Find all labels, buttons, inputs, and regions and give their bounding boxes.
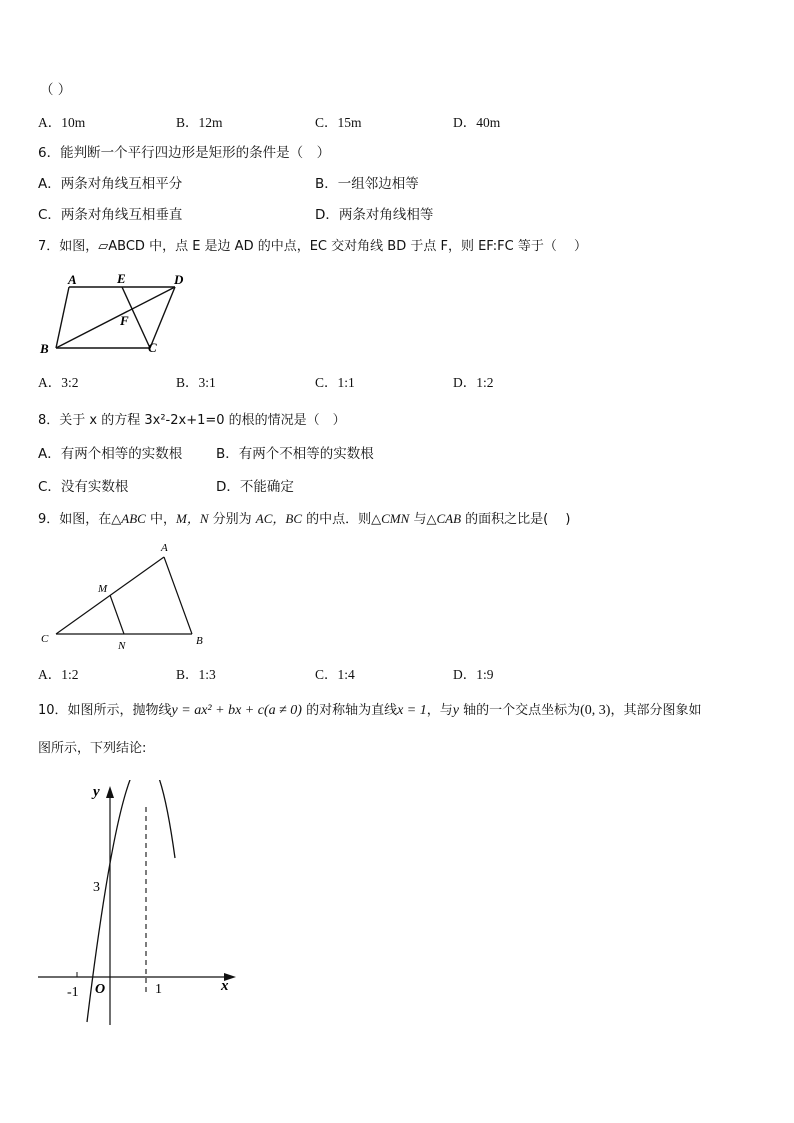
q7-label-d: D [174,272,184,287]
q9-stem-in: 中， [145,512,176,527]
x-label-1: 1 [155,982,162,997]
y-axis-arrow-icon [106,786,114,798]
q5-option-c: C．15m [315,115,362,130]
q8-option-c: C．没有实数根 [38,479,129,495]
q7-label-e: E [117,271,126,286]
q6-option-d: D．两条对角线相等 [315,207,434,223]
q10-stem-a: 10．如图所示，抛物线 [38,703,172,718]
q9-stem-abc: ABC [121,511,146,526]
q10-stem-line2: 图所示，下列结论: [38,741,147,756]
x-label-neg1: -1 [67,985,79,1000]
q9-option-b: B．1:3 [176,667,216,682]
q10-stem-b: 的对称轴为直线 [301,703,398,718]
q10-stem-point: (0, 3) [580,703,611,718]
origin-label: O [95,982,106,997]
q6-option-b: B．一组邻边相等 [315,176,419,192]
q10-stem-x1: x = 1 [397,703,427,718]
q10-stem-e: ，其部分图象如 [610,703,702,718]
q7-label-c: C [148,340,157,355]
q9-stem-mid: 分别为 [208,512,256,527]
q9-stem-mn: M，N [175,511,209,526]
q5-option-b: B．12m [176,115,223,130]
q9-stem-cab: △CAB [426,511,462,526]
q10-stem-c: ，与 [426,703,453,718]
y-intercept-label: 3 [93,880,100,895]
q10-stem-y: y [452,703,459,718]
q7-option-b: B．3:1 [176,375,216,390]
q9-stem-midpoint: 的中点．则 [302,512,372,527]
q9-stem-acbc: AC，BC [255,511,302,526]
y-axis-label: y [93,784,100,800]
q9-label-n: N [118,640,126,652]
q9-stem [38,512,570,526]
q9-side-ab [164,557,192,634]
q9-label-b: B [196,635,203,647]
q7-parallelogram-figure [36,270,196,360]
q7-edge-ba [56,287,69,348]
q9-triangle-figure [36,538,216,656]
q8-option-a: A．有两个相等的实数根 [38,446,183,462]
q5-option-a: A．10m [38,115,86,130]
q9-label-a: A [161,542,168,554]
q9-stem-triangle: △ [111,511,122,526]
q7-edge-dc [150,287,175,348]
q6-option-a: A．两条对角线互相平分 [38,176,183,192]
q9-label-c: C [41,633,49,645]
q10-stem-d: 轴的一个交点坐标为 [459,703,581,718]
q9-option-d: D．1:9 [453,667,494,682]
q8-stem: 8．关于 x 的方程 3x²-2x+1=0 的根的情况是（ ） [38,413,346,428]
q7-option-d: D．1:2 [453,375,494,390]
q7-stem: 7．如图，▱ABCD 中，点 E 是边 AD 的中点，EC 交对角线 BD 于点 F，则 EF:FC 等于（ ） [38,239,587,254]
q9-option-a: A．1:2 [38,667,79,682]
q9-option-c: C．1:4 [315,667,355,682]
q8-option-b: B．有两个不相等的实数根 [216,446,374,462]
q9-stem-end: 的面积之比是( ) [461,512,571,527]
q7-diagonal-bd [56,287,175,348]
q7-label-b: B [40,341,49,356]
q7-option-a: A．3:2 [38,375,79,390]
q10-stem-line1 [38,704,701,718]
q7-label-f: F [120,313,129,328]
q9-stem-cmn: △CMN [371,511,410,526]
q10-parabola-graph [36,780,246,1030]
q9-stem-with: 与 [409,512,427,527]
q9-stem-prefix: 9．如图，在 [38,512,112,527]
q5-stem-end: （ ） [40,82,72,98]
q9-label-m: M [98,583,108,595]
q6-option-c: C．两条对角线互相垂直 [38,207,183,223]
q8-option-d: D．不能确定 [216,479,294,495]
q7-label-a: A [68,272,77,287]
q10-stem-formula: y = ax² + bx + c(a ≠ 0) [171,703,302,718]
x-axis-label: x [221,978,229,994]
q9-segment-mn [110,595,124,634]
q5-option-d: D．40m [453,115,501,130]
q6-stem: 6．能判断一个平行四边形是矩形的条件是（ ） [38,145,331,161]
q7-option-c: C．1:1 [315,375,355,390]
